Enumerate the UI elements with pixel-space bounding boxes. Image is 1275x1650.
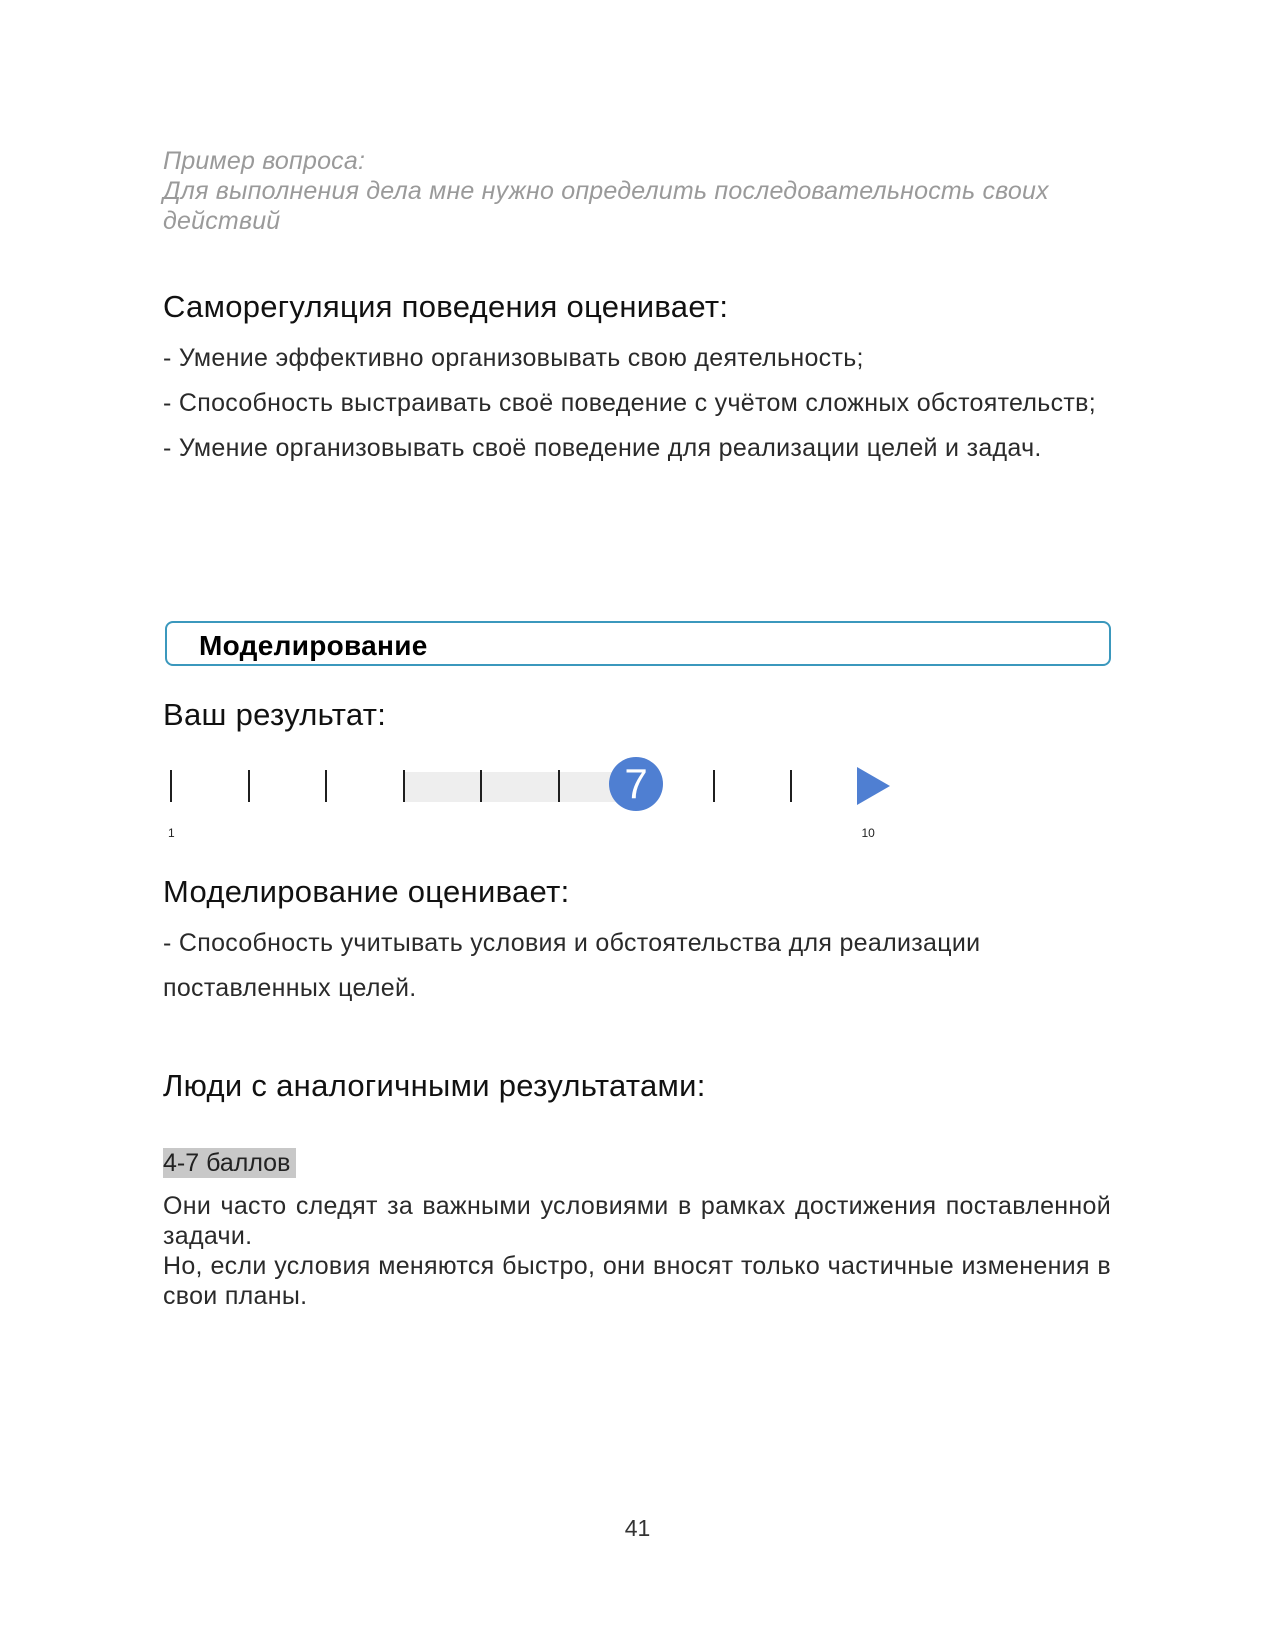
scale-tick bbox=[480, 770, 482, 802]
list-item: - Способность выстраивать своё поведение с учётом сложных обстоятельств; bbox=[163, 389, 1097, 417]
result-heading: Ваш результат: bbox=[163, 697, 387, 732]
scale-end-arrow-icon bbox=[857, 767, 890, 805]
scale-tick bbox=[248, 770, 250, 802]
scale-max-label: 10 bbox=[861, 826, 875, 840]
example-text: Для выполнения дела мне нужно определить последовательность своих действий bbox=[163, 177, 1049, 235]
people-heading: Люди с аналогичными результатами: bbox=[163, 1068, 706, 1103]
score-scale bbox=[150, 740, 910, 850]
scale-tick bbox=[558, 770, 560, 802]
example-question bbox=[163, 146, 1123, 236]
scale-tick bbox=[403, 770, 405, 802]
description-paragraph: Они часто следят за важными условиями в рамках достижения поставленной задачи. bbox=[163, 1192, 1111, 1250]
scale-tick bbox=[713, 770, 715, 802]
self-regulation-list bbox=[163, 336, 1123, 471]
people-description bbox=[163, 1191, 1111, 1311]
section-banner bbox=[165, 621, 1111, 666]
score-range-badge: 4-7 баллов bbox=[163, 1148, 296, 1178]
modeling-heading: Моделирование оценивает: bbox=[163, 874, 570, 909]
score-range-band bbox=[404, 772, 637, 802]
scale-min-label: 1 bbox=[168, 826, 175, 840]
example-label: Пример вопроса: bbox=[163, 147, 366, 175]
score-marker: 7 bbox=[609, 757, 663, 811]
modeling-list bbox=[163, 921, 1123, 1011]
page-number: 41 bbox=[624, 1515, 651, 1541]
list-item: - Умение эффективно организовывать свою деятельность; bbox=[163, 344, 864, 372]
section-title: Моделирование bbox=[199, 630, 428, 661]
list-item: - Способность учитывать условия и обстоятельства для реализации поставленных целей. bbox=[163, 929, 981, 1002]
list-item: - Умение организовывать своё поведение для реализации целей и задач. bbox=[163, 434, 1042, 462]
scale-tick bbox=[325, 770, 327, 802]
scale-tick bbox=[170, 770, 172, 802]
description-paragraph: Но, если условия меняются быстро, они вносят только частичные изменения в свои планы. bbox=[163, 1252, 1111, 1310]
self-regulation-heading: Саморегуляция поведения оценивает: bbox=[163, 289, 729, 324]
scale-tick bbox=[790, 770, 792, 802]
